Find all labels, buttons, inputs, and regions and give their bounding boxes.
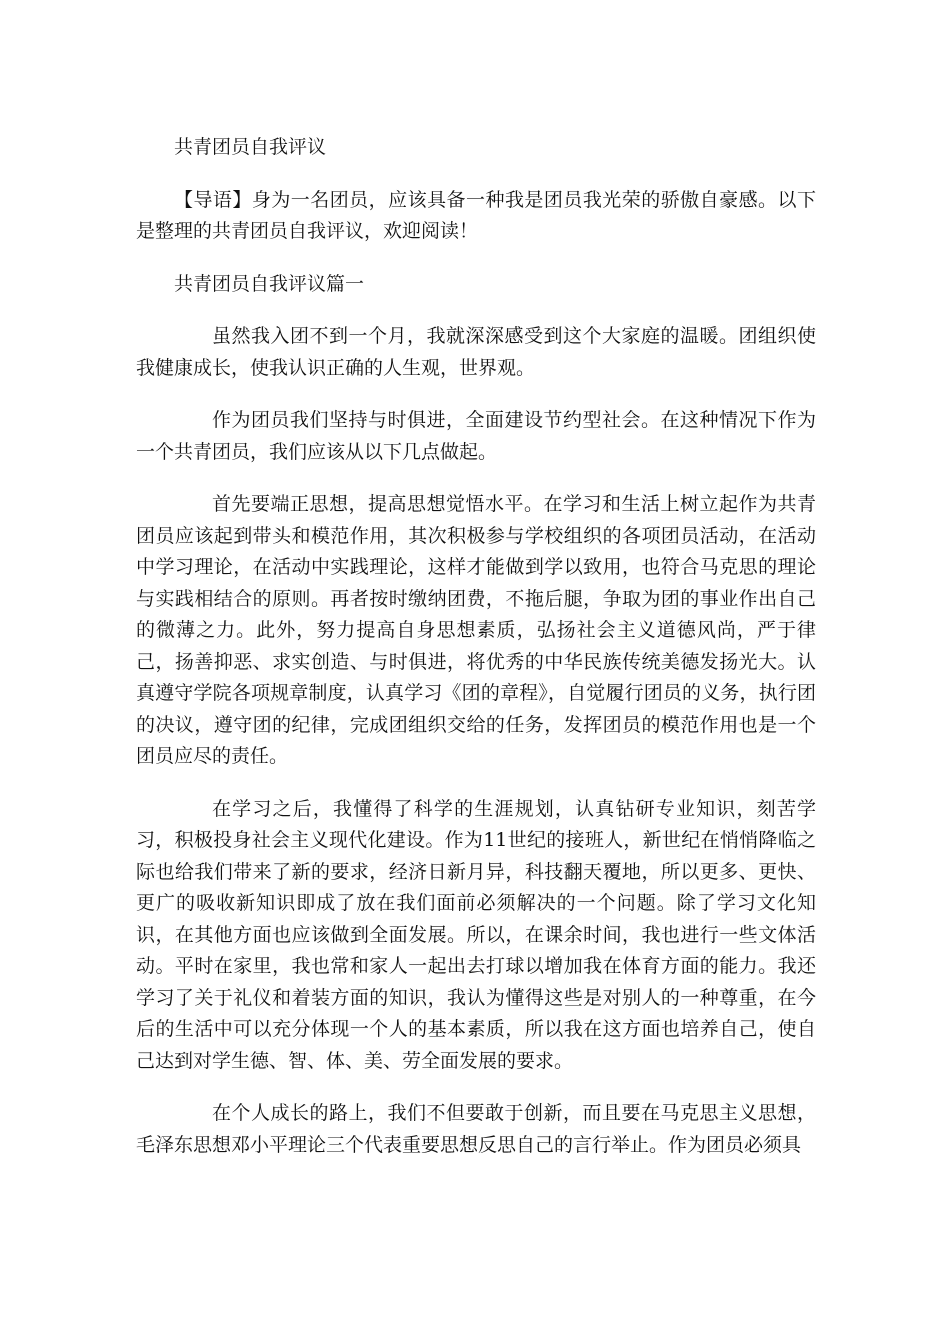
body-paragraph-3: 首先要端正思想，提高思想觉悟水平。在学习和生活上树立起作为共青团员应该起到带头和模范作用，其次积极参与学校组织的各项团员活动，在活动中学习理论，在活动中实践理论，这样才能做到学以致用，也符合马克思的理论与实践相结合的原则。再者按时缴纳团费，不拖后腿，争取为团的事业作出自己的微薄之力。此外，努力提高自身思想素质，弘扬社会主义道德风尚，严于律己，扬善抑恶、求实创造、与时俱进，将优秀的中华民族传统美德发扬光大。认真遵守学院各项规章制度，认真学习《团的章程》，自觉履行团员的义务，执行团的决议，遵守团的纪律，完成团组织交给的任务，发挥团员的模范作用也是一个团员应尽的责任。 [136, 493, 816, 767]
section-heading: 共青团员自我评议篇一 [174, 272, 365, 295]
body-paragraph-4: 在学习之后，我懂得了科学的生涯规划，认真钻研专业知识，刻苦学习，积极投身社会主义现代化建设。作为11世纪的接班人，新世纪在悄悄降临之际也给我们带来了新的要求，经济日新月异，科技翻天覆地，所以更多、更快、更广的吸收新知识即成了放在我们面前必须解决的一个问题。除了学习文化知识，在其他方面也应该做到全面发展。所以，在课余时间，我也进行一些文体活动。平时在家里，我也常和家人一起出去打球以增加我在体育方面的能力。我还学习了关于礼仪和着装方面的知识，我认为懂得这些是对别人的一种尊重，在今后的生活中可以充分体现一个人的基本素质，所以我在这方面也培养自己，使自己达到对学生德、智、体、美、劳全面发展的要求。 [136, 797, 816, 1072]
document-body [136, 132, 816, 1182]
body-paragraph-2: 作为团员我们坚持与时俱进，全面建设节约型社会。在这种情况下作为一个共青团员，我们应该从以下几点做起。 [136, 409, 816, 463]
body-paragraph-5: 在个人成长的路上，我们不但要敢于创新，而且要在马克思主义思想，毛泽东思想邓小平理论三个代表重要思想反思自己的言行举止。作为团员必须具 [136, 1102, 816, 1156]
lead-paragraph: 【导语】身为一名团员，应该具备一种我是团员我光荣的骄傲自豪感。以下是整理的共青团员自我评议，欢迎阅读！ [136, 188, 816, 242]
body-paragraph-1: 虽然我入团不到一个月，我就深深感受到这个大家庭的温暖。团组织使我健康成长，使我认识正确的人生观，世界观。 [136, 325, 816, 379]
document-title: 共青团员自我评议 [174, 136, 327, 158]
